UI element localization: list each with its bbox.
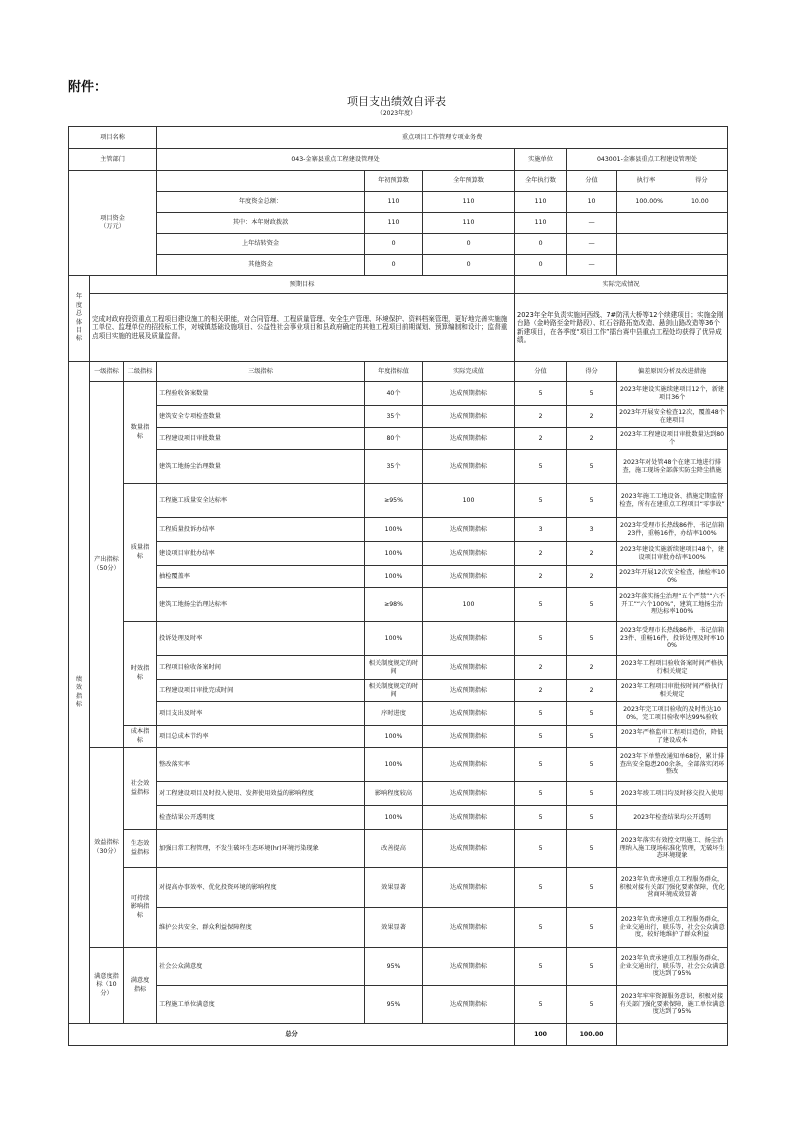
table-row: [69, 830, 728, 868]
indicator-actual: 100: [423, 588, 515, 622]
indicator-score: 5: [515, 702, 567, 726]
impl-value: 043001-金寨县重点工程建设管理处: [567, 149, 728, 171]
expected-goal-text: 完成对政府投资重点工程项目建设施工的相关职能，对合同管理、工程质量管理、安全生产管理、环境保护、资料档案管理，更好地完善实施施工单位、监理单位的招投标工作，对城镇基础设施项目、公益性社会事业项目和县政府确定的其他工程项目前期谋划、预算编制和设计；监督重点项目实施的进展及质量监督。: [90, 294, 515, 362]
indicator-reason: 2023年工程建设项目审批数量达到80个: [617, 428, 728, 450]
indicator-get: 5: [567, 986, 617, 1024]
table-row: [69, 680, 728, 702]
indicator-get: 5: [567, 450, 617, 484]
funds-initial: 0: [365, 234, 423, 255]
indicator-score: 2: [515, 428, 567, 450]
col-level1: 一级指标: [90, 362, 124, 382]
dept-value: 043-金寨县重点工程建设管理处: [157, 149, 515, 171]
indicator-target: 100%: [365, 726, 423, 748]
col-exec: 全年执行数: [515, 171, 567, 192]
indicator-actual: 达成预期指标: [423, 782, 515, 806]
attachment-label: 附件：: [68, 80, 108, 95]
indicator-name: 整改落实率: [157, 748, 365, 782]
project-name-value: 重点项目工作管理专项业务费: [157, 127, 728, 149]
self-evaluation-table: [68, 126, 728, 1046]
indicator-get: 5: [567, 830, 617, 868]
indicator-name: 抽检覆盖率: [157, 566, 365, 588]
indicator-name: 建筑工地扬尘治理达标率: [157, 588, 365, 622]
total-get: 100.00: [567, 1024, 617, 1046]
indicator-get: 2: [567, 406, 617, 428]
indicator-actual: 达成预期指标: [423, 518, 515, 542]
indicator-get: 5: [567, 484, 617, 518]
funds-full: 110: [423, 213, 515, 234]
total-row: [69, 1024, 728, 1046]
indicator-target: 效果显著: [365, 908, 423, 948]
indicator-actual: 达成预期指标: [423, 382, 515, 406]
level2-social: 社会效 益指标: [124, 748, 157, 830]
level1-effect: 效益指标 （30分）: [90, 748, 124, 948]
page-title: 项目支出绩效自评表: [347, 95, 446, 108]
col-rate-and-get: [617, 171, 728, 192]
indicator-name: 工程建设项目审批数量: [157, 428, 365, 450]
level2-cost: 成本指 标: [124, 726, 157, 748]
actual-result-label: 实际完成情况: [515, 276, 728, 294]
indicator-actual: 达成预期指标: [423, 908, 515, 948]
indicator-actual: 达成预期指标: [423, 948, 515, 986]
indicator-actual: 达成预期指标: [423, 748, 515, 782]
funds-full: 0: [423, 255, 515, 276]
indicator-name: 维护公共安全、群众利益保障程度: [157, 908, 365, 948]
indicator-actual: 达成预期指标: [423, 622, 515, 656]
indicator-get: 5: [567, 868, 617, 908]
indicator-name: 检查结果公开透明度: [157, 806, 365, 830]
table-row: [69, 908, 728, 948]
indicator-name: 建设项目审批办结率: [157, 542, 365, 566]
indicator-actual: 达成预期指标: [423, 656, 515, 680]
actual-result-text: 2023年全年负责实施河西线、7#防汛大桥等12个续建项目；实施金刚台路（金岭路至金叶路段）、红石谷路拓宽改造、悬剑山路改造等36个新建项目，在各季度“项目工作”擂台赛中县重点工程处均获得了优异成绩。: [515, 294, 728, 362]
table-row: [69, 382, 728, 406]
level2-eco: 生态效 益指标: [124, 830, 157, 868]
indicator-name: 项目总成本节约率: [157, 726, 365, 748]
table-row: [69, 566, 728, 588]
indicator-reason: 2023年牢牢资源服务意识，积极对接有关部门强化要素保障，施工单位满意度达到了95%: [617, 986, 728, 1024]
indicator-reason: 2023年落实扬尘治理“五个严禁”“六不开工”“六个100%”，建筑工地扬尘治理达标率100%: [617, 588, 728, 622]
col-full-budget: 全年预算数: [423, 171, 515, 192]
indicator-get: 2: [567, 680, 617, 702]
funds-row: [69, 213, 728, 234]
indicator-score: 5: [515, 908, 567, 948]
indicator-reason: 2023年检查结果均公开透明: [617, 806, 728, 830]
indicator-reason: 2023年受理市长热线86件、书记信箱23件，重畅16件，办结率100%: [617, 518, 728, 542]
indicator-reason: 2023年建设实施新续建项目48个，建设项目审批办结率100%: [617, 542, 728, 566]
impl-label: 实施单位: [515, 149, 567, 171]
indicator-reason: 2023年对处管48个在建工地进行排查，施工现场全部落实防尘降尘措施: [617, 450, 728, 484]
indicator-get: 2: [567, 542, 617, 566]
indicator-actual: 达成预期指标: [423, 450, 515, 484]
level2-sustain: 可持续 影响指 标: [124, 868, 157, 948]
funds-rate-get: [617, 192, 728, 213]
funds-score: —: [567, 255, 617, 276]
indicator-score: 5: [515, 588, 567, 622]
funds-exec: 0: [515, 255, 567, 276]
table-row: [69, 748, 728, 782]
year-label: （2023年度）: [376, 110, 417, 117]
indicator-score: 5: [515, 622, 567, 656]
col-level2: 二级指标: [124, 362, 157, 382]
funds-label: 项目资金 （万元）: [69, 171, 157, 276]
indicator-reason: 2023年完工项目验收的及时性达100%，完工项目验收率达99%验收: [617, 702, 728, 726]
expected-goal-label: 预期目标: [90, 276, 515, 294]
funds-exec: 110: [515, 213, 567, 234]
col-score: 分值: [515, 362, 567, 382]
funds-header-row: [69, 171, 728, 192]
indicator-get: 5: [567, 382, 617, 406]
indicator-score: 5: [515, 484, 567, 518]
indicator-get: 5: [567, 748, 617, 782]
indicator-target: ≥98%: [365, 588, 423, 622]
indicator-target: 影响程度较高: [365, 782, 423, 806]
indicator-name: 建筑工地扬尘治理数量: [157, 450, 365, 484]
indicator-score: 5: [515, 830, 567, 868]
level2-time: 时效指 标: [124, 622, 157, 726]
indicator-actual: 达成预期指标: [423, 986, 515, 1024]
indicator-get: 5: [567, 726, 617, 748]
indicator-reason: 2023年工程项目验收备案时间严格执行相关规定: [617, 656, 728, 680]
indicator-reason: 2023年受理市长热线86件、书记信箱23件、重畅16件，投诉处理及时率100%: [617, 622, 728, 656]
col-reason: 偏差原因分析及改进措施: [617, 362, 728, 382]
level2-quality: 质量指 标: [124, 484, 157, 622]
indicator-target: 相关制度规定的时间: [365, 680, 423, 702]
project-name-label: 项目名称: [69, 127, 157, 149]
indicator-reason: 2023年严格监审工程项目造价，降低了建设成本: [617, 726, 728, 748]
indicator-actual: 100: [423, 484, 515, 518]
level2-quantity: 数量指 标: [124, 382, 157, 484]
funds-exec: 0: [515, 234, 567, 255]
indicator-target: 95%: [365, 948, 423, 986]
indicator-target: 100%: [365, 566, 423, 588]
table-row: [69, 518, 728, 542]
indicator-score: 2: [515, 406, 567, 428]
indicator-target: 100%: [365, 518, 423, 542]
funds-item-name: 年度资金总额：: [157, 192, 365, 213]
indicator-score: 5: [515, 986, 567, 1024]
col-initial-budget: 年初预算数: [365, 171, 423, 192]
indicator-get: 3: [567, 518, 617, 542]
indicator-actual: 达成预期指标: [423, 702, 515, 726]
indicator-target: 95%: [365, 986, 423, 1024]
indicator-score: 5: [515, 748, 567, 782]
table-row: [69, 588, 728, 622]
indicator-target: 100%: [365, 806, 423, 830]
level2-satisfaction: 满意度 指标: [124, 948, 157, 1024]
indicator-reason: 2023年建设实施续建项目12个，新建项目36个: [617, 382, 728, 406]
table-row: [69, 428, 728, 450]
indicator-reason: 2023年落实有效控文明施工、扬尘治理纳入施工现场标准化管理，无破坏生态环境现象: [617, 830, 728, 868]
project-name-row: [69, 127, 728, 149]
indicator-name: 工程质量投诉办结率: [157, 518, 365, 542]
indicator-target: 100%: [365, 542, 423, 566]
indicator-name: 工程施工质量安全达标率: [157, 484, 365, 518]
indicator-reason: 2023年负责承建重点工程服务群众，积极对接有关部门强化要素保障，优化营商环境成效显著: [617, 868, 728, 908]
indicator-get: 5: [567, 702, 617, 726]
funds-score: —: [567, 234, 617, 255]
indicator-name: 社会公众满意度: [157, 948, 365, 986]
indicator-reason: 2023年下单整改通知单68份，累计排查出安全隐患200余条，全部落实闭环整改: [617, 748, 728, 782]
funds-item-name: 上年结转资金: [157, 234, 365, 255]
funds-item-name: 其中：本年财政拨款: [157, 213, 365, 234]
table-row: [69, 484, 728, 518]
indicator-name: 加强日常工程管理，不发生破坏生态环境(hr)环境污染现象: [157, 830, 365, 868]
indicator-score: 3: [515, 518, 567, 542]
indicator-target: 100%: [365, 622, 423, 656]
table-row: [69, 948, 728, 986]
indicator-actual: 达成预期指标: [423, 542, 515, 566]
level1-satisfaction: 满意度指 标（10分）: [90, 948, 124, 1024]
indicator-name: 对工程建设项目及时投入使用、发挥使用效益的影响程度: [157, 782, 365, 806]
indicator-score: 2: [515, 566, 567, 588]
indicator-score: 5: [515, 782, 567, 806]
col-rate: 执行率: [636, 177, 656, 185]
indicator-actual: 达成预期指标: [423, 566, 515, 588]
indicator-actual: 达成预期指标: [423, 806, 515, 830]
table-row: [69, 986, 728, 1024]
funds-initial: 0: [365, 255, 423, 276]
indicator-target: 序时进度: [365, 702, 423, 726]
indicator-name: 建筑安全专项检查数量: [157, 406, 365, 428]
indicator-score: 5: [515, 948, 567, 986]
indicator-name: 工程施工单位满意度: [157, 986, 365, 1024]
indicator-reason: 2023年开展12次安全检查，抽检率100%: [617, 566, 728, 588]
goals-label: 年 度 总 体 目 标: [69, 276, 90, 362]
table-row: [69, 450, 728, 484]
funds-score: —: [567, 213, 617, 234]
table-row: [69, 656, 728, 680]
table-row: [69, 406, 728, 428]
indicator-score: 5: [515, 806, 567, 830]
indicator-get: 2: [567, 656, 617, 680]
indicator-actual: 达成预期指标: [423, 830, 515, 868]
indicator-target: ≥95%: [365, 484, 423, 518]
indicator-target: 80个: [365, 428, 423, 450]
indicator-get: 5: [567, 908, 617, 948]
funds-initial: 110: [365, 213, 423, 234]
perf-header-row: [69, 362, 728, 382]
indicator-name: 对提高办事效率、优化投资环境的影响程度: [157, 868, 365, 908]
indicator-actual: 达成预期指标: [423, 428, 515, 450]
indicator-get: 5: [567, 622, 617, 656]
total-score: 100: [515, 1024, 567, 1046]
indicator-name: 投诉处理及时率: [157, 622, 365, 656]
funds-row: [69, 234, 728, 255]
table-row: [69, 868, 728, 908]
indicator-target: 40个: [365, 382, 423, 406]
indicator-actual: 达成预期指标: [423, 726, 515, 748]
indicator-reason: 2023年工程项目审批按时间严格执行相关规定: [617, 680, 728, 702]
funds-full: 0: [423, 234, 515, 255]
indicator-get: 5: [567, 588, 617, 622]
col-get: 得分: [695, 177, 708, 185]
perf-label: 绩 效 指 标: [69, 362, 90, 1024]
indicator-reason: 2023年施工工地设备、措施定期监督检查，所有在建重点工程项目“零事故”: [617, 484, 728, 518]
indicator-name: 工程验收备案数量: [157, 382, 365, 406]
table-row: [69, 622, 728, 656]
col-target: 年度指标值: [365, 362, 423, 382]
funds-row: [69, 192, 728, 213]
funds-item-name: 其他资金: [157, 255, 365, 276]
table-row: [69, 726, 728, 748]
indicator-get: 2: [567, 566, 617, 588]
table-row: [69, 782, 728, 806]
indicator-actual: 达成预期指标: [423, 680, 515, 702]
indicator-get: 5: [567, 782, 617, 806]
indicator-target: 35个: [365, 450, 423, 484]
funds-rate: 100.00%: [635, 198, 663, 206]
col-level3: 三级指标: [157, 362, 365, 382]
indicator-target: 100%: [365, 748, 423, 782]
level1-output: 产出指标 （50分）: [90, 382, 124, 748]
indicator-name: 项目支出及时率: [157, 702, 365, 726]
table-row: [69, 542, 728, 566]
indicator-reason: 2023年竣工项目均及时移交投入使用: [617, 782, 728, 806]
indicator-get: 2: [567, 428, 617, 450]
funds-initial: 110: [365, 192, 423, 213]
col-score: 分值: [567, 171, 617, 192]
indicator-score: 5: [515, 450, 567, 484]
indicator-score: 5: [515, 868, 567, 908]
indicator-actual: 达成预期指标: [423, 868, 515, 908]
funds-row: [69, 255, 728, 276]
funds-full: 110: [423, 192, 515, 213]
goals-content-row: [69, 294, 728, 362]
indicator-score: 5: [515, 726, 567, 748]
indicator-score: 2: [515, 680, 567, 702]
indicator-score: 2: [515, 542, 567, 566]
col-get: 得分: [567, 362, 617, 382]
indicator-reason: 2023年开展安全检查12次，覆盖48个在建项目: [617, 406, 728, 428]
total-label: 总分: [69, 1024, 515, 1046]
funds-get: 10.00: [690, 198, 709, 206]
indicator-target: 效果显著: [365, 868, 423, 908]
indicator-target: 改善提高: [365, 830, 423, 868]
funds-exec: 110: [515, 192, 567, 213]
goals-header-row: [69, 276, 728, 294]
dept-label: 主管部门: [69, 149, 157, 171]
indicator-reason: 2023年负责承建重点工程服务群众、企业交通出行，联乐等，社会公众满意度达到了95%: [617, 948, 728, 986]
indicator-target: 相关制度规定的时间: [365, 656, 423, 680]
table-row: [69, 702, 728, 726]
indicator-name: 工程建设项目审批完成时间: [157, 680, 365, 702]
indicator-get: 5: [567, 806, 617, 830]
indicator-target: 35个: [365, 406, 423, 428]
indicator-get: 5: [567, 948, 617, 986]
indicator-actual: 达成预期指标: [423, 406, 515, 428]
table-row: [69, 806, 728, 830]
indicator-reason: 2023年负责承建重点工程服务群众，企业交通出行，联乐等，社会公众满意度，较好地维护了群众利益: [617, 908, 728, 948]
indicator-score: 2: [515, 656, 567, 680]
indicator-score: 5: [515, 382, 567, 406]
indicator-name: 工程项目验收备案时间: [157, 656, 365, 680]
col-actual: 实际完成值: [423, 362, 515, 382]
funds-score: 10: [567, 192, 617, 213]
dept-row: [69, 149, 728, 171]
